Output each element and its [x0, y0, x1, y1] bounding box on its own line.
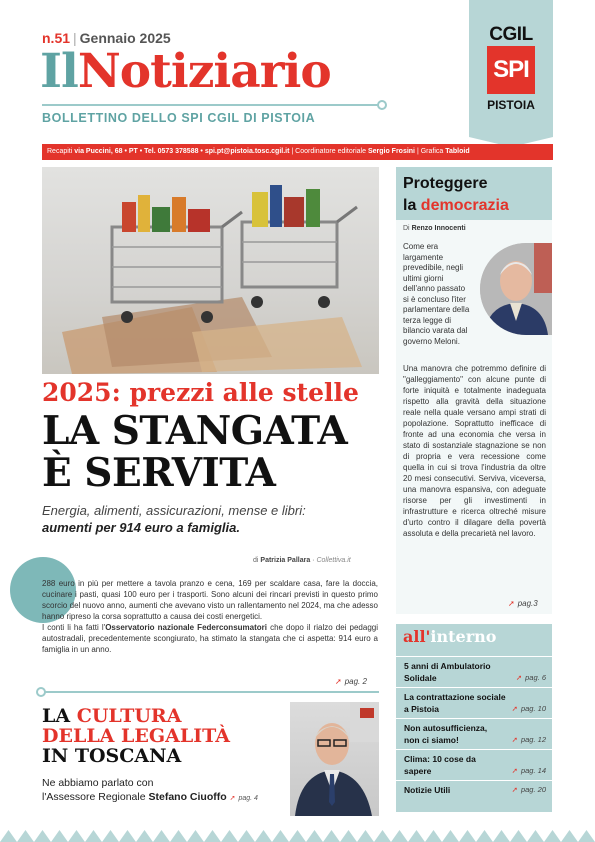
arrow-icon: ➚	[508, 599, 515, 608]
lead-p2-bold: Osservatorio nazionale Federconsumatori	[105, 623, 267, 632]
byline-author: Renzo Innocenti	[411, 225, 466, 232]
section-divider	[42, 691, 379, 693]
interno-head-all: all'	[403, 627, 431, 646]
arrow-icon: ➚	[515, 673, 523, 682]
democrazia-title	[403, 173, 509, 217]
cultura-line-3: IN TOSCANA	[42, 745, 182, 767]
toc-item-label: Clima: 10 cose da sapere	[404, 754, 476, 776]
grafica-label: Grafica	[420, 148, 444, 155]
interno-head-word: interno	[430, 627, 497, 646]
shopping-carts-photo	[42, 167, 379, 374]
lead-p2-end: che dopo il rialzo dei pedaggi autostradali, precedentemente scongiurato, ha stimato la stangata che ci aspetta: 914 euro a famiglia in un anno.	[42, 623, 379, 654]
arrow-icon: ➚	[335, 677, 342, 686]
toc-page-number: pag. 12	[520, 735, 546, 744]
cultura-page-link[interactable]	[230, 795, 258, 802]
lead-body	[42, 578, 378, 655]
cultura-page-ref: pag. 4	[238, 795, 258, 802]
democrazia-byline	[403, 225, 466, 232]
cultura-intro-line-1: Ne abbiamo parlato con	[42, 777, 154, 789]
bar-separator: |	[291, 148, 296, 155]
democrazia-page-ref: pag.3	[517, 599, 538, 608]
toc-item[interactable]	[396, 780, 552, 799]
democrazia-title-la: la	[403, 197, 421, 214]
newsletter-title	[40, 44, 331, 100]
assessore-portrait	[290, 702, 379, 816]
recapiti-value: via Puccini, 68 • PT • Tel. 0573 378588 • spi.pt@pistoia.tosc.cgil.it	[74, 148, 290, 155]
toc-page-number: pag. 10	[520, 704, 546, 713]
lead-paragraph-1: 288 euro in più per mettere a tavola pranzo e cena, 169 per scaldare casa, fare la doccia, cucinare i pasti, quasi 100 euro per i trasporti. Sono alcuni dei rincari previsti in questo primo scorcio del nuovo anno, aumenti che avevano visto un rallentamento nel 2024, ma che adesso hanno ripreso la corsa soprattutto a causa dei costi energetici.	[42, 579, 378, 621]
logo-cgil-text: CGIL	[489, 24, 533, 45]
byline-prefix: Di	[403, 225, 410, 232]
title-rule-dot	[377, 100, 387, 110]
toc-item[interactable]	[396, 718, 552, 749]
lead-page-link[interactable]	[335, 677, 367, 686]
byline-source: Collettiva.it	[316, 557, 351, 564]
standfirst-text: Energia, alimenti, assicurazioni, mense e libri:	[42, 503, 306, 518]
standfirst-bold: aumenti per 914 euro a famiglia.	[42, 520, 240, 535]
arrow-icon: ➚	[511, 735, 518, 744]
interno-heading	[403, 627, 496, 646]
toc-item[interactable]	[396, 687, 552, 718]
cultura-line-1	[42, 706, 230, 726]
cultura-headline	[42, 706, 230, 766]
democrazia-text-main: Una manovra che potremmo definire di "galleggiamento" con alcune punte di forte iniquità e totalmente inadeguata rispetto alla gravità della situazione reale nella quale versano ampi strati di popolazione. Soprattutto inefficace di fronte ad una economia che versa in stato di sostanziale stagnazione se non di propria e vera recessione come quella in cui si trova l'industria da oltre 20 mesi consecutivi. Serviva, viceversa, una manovra espansiva, con adeguate risorse per gli investimenti in infrastrutture e ricerca oltreché misure d'urto contro il dilagare della povertà assoluta e della precarietà nel lavoro.	[403, 364, 546, 538]
byline-author: Patrizia Pallara	[260, 557, 311, 564]
contact-bar	[42, 144, 553, 160]
democrazia-title-line-2	[403, 195, 509, 217]
cultura-intro	[42, 776, 258, 806]
cultura-intro-line-2	[42, 790, 258, 806]
democrazia-page-link[interactable]	[508, 599, 538, 608]
toc-item-label: La contrattazione sociale a Pistoia	[404, 692, 506, 714]
newsletter-subtitle: BOLLETTINO DELLO SPI CGIL DI PISTOIA	[42, 111, 316, 125]
byline-prefix: di	[253, 557, 259, 564]
toc-item-label: Non autosufficienza, non ci siamo!	[404, 723, 488, 745]
issue-number: n.51	[42, 30, 71, 46]
arrow-icon: ➚	[511, 785, 518, 794]
cultura-word: CULTURA	[76, 705, 182, 727]
bar-separator: |	[416, 148, 421, 155]
lead-page-ref: pag. 2	[344, 677, 367, 686]
toc-item-label: Notizie Utili	[404, 785, 451, 795]
lead-byline: di Patrizia Pallara · Collettiva.it	[253, 557, 351, 564]
logo-spi-badge: SPI	[487, 46, 535, 94]
grafica-value: Tabloid	[445, 148, 470, 155]
zigzag-border	[0, 826, 595, 842]
toc-item-page	[516, 672, 546, 684]
cultura-name: Stefano Ciuoffo	[148, 791, 227, 803]
lead-headline	[42, 410, 347, 494]
headline-line-2: È SERVITA	[42, 450, 276, 496]
toc-item[interactable]	[396, 656, 552, 687]
coordinator-name: Sergio Frosini	[367, 148, 415, 155]
logo-city-text: PISTOIA	[487, 98, 535, 112]
cultura-role: l'Assessore Regionale	[42, 791, 146, 803]
arrow-icon: ➚	[229, 795, 236, 802]
toc-page-number: pag. 20	[520, 785, 546, 794]
toc-item[interactable]	[396, 749, 552, 780]
lead-kicker: 2025: prezzi alle stelle	[42, 378, 359, 407]
democrazia-title-word: democrazia	[420, 197, 509, 214]
cultura-line-2: DELLA LEGALITÀ	[42, 725, 230, 747]
shopping-carts-illustration	[42, 167, 379, 374]
title-il: Il	[40, 44, 78, 99]
toc-item-page	[512, 784, 546, 796]
title-notiziario: Notiziario	[77, 44, 331, 99]
cultura-la: LA	[42, 705, 77, 727]
portrait-illustration	[290, 702, 379, 816]
title-rule	[42, 104, 380, 106]
issue-separator: |	[73, 30, 77, 46]
toc-list	[396, 656, 552, 799]
toc-item-page	[512, 734, 546, 746]
toc-page-number: pag. 6	[525, 673, 546, 682]
arrow-icon: ➚	[511, 704, 518, 713]
toc-item-page	[512, 765, 546, 777]
section-divider-dot	[36, 687, 46, 697]
lead-p2-start: I conti li ha fatti l'	[42, 623, 106, 632]
lead-paragraph-2	[42, 622, 378, 655]
arrow-icon: ➚	[511, 766, 518, 775]
toc-page-number: pag. 14	[520, 766, 546, 775]
democrazia-text-wrap: Come era largamente prevedibile, negli ultimi giorni dell'anno passato si è concluso l'iter parlamentare della terza legge di bilancio varata dal governo Meloni.	[403, 242, 470, 346]
democrazia-title-line-1: Proteggere	[403, 175, 488, 192]
coordinator-label: Coordinatore editoriale	[295, 148, 366, 155]
toc-item-page	[512, 703, 546, 715]
lead-standfirst	[42, 502, 382, 536]
toc-item-label: 5 anni di Ambulatorio Solidale	[404, 661, 491, 683]
recapiti-label: Recapiti	[47, 148, 73, 155]
issue-date: Gennaio 2025	[79, 30, 171, 46]
headline-line-1: LA STANGATA	[42, 408, 348, 454]
